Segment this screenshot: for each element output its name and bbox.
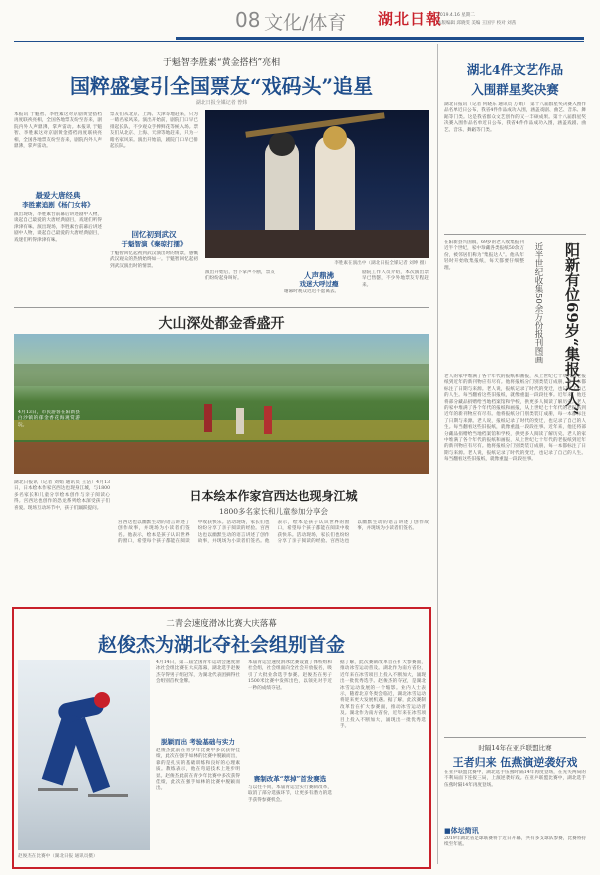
sports-subhead-1: 脱颖而出 考验基础与实力 (161, 738, 235, 746)
picture-book-left-col: 湖北日报讯（记者 刘娟 通讯员 王洁）4月13日，日本绘本作家宫西达也现身江城，与1800多名家长和儿童分享绘本创作与亲子阅读心得。宫西达也创作的恐龙系列绘本深受孩子们喜爱。现场互动环节中，孩子们踊跃提问。 (14, 480, 110, 511)
tulip-photo-caption: 4月13日，市民游客在阳新县白沙镇的郁金香花海观赏游玩。 (18, 410, 80, 428)
photo-section-rule (14, 307, 429, 308)
lead-body-col1b: 演出现场，李胜素台前幕后讲述剧中人物，谈起自己最爱的大唐经典剧目，戏迷们听得津津有味。演出现场，李胜素台前幕后讲述剧中人物，谈起自己最爱的大唐经典剧目，戏迷们听得津津有味。 (14, 212, 102, 243)
lead-body-col2b: 于魁智回忆起初到武汉演出时的情景，感慨武汉观众的热情始终如一。于魁智回忆起初到武汉演出时的情景。 (110, 251, 198, 269)
lead-body-col2: 票友们从北京、上海、天津等地赶来，只为一睹名家风采。演出开始前，剧院门口早已排起长队，不少观众手捧鲜花等候入场。票友们从北京、上海、天津等地赶来，只为一睹名家风采。演出开始前，剧院门口早已排起长队。 (110, 112, 198, 150)
skater-photo-caption: 赵俊杰在比赛中（湖北日报 通讯员摄） (18, 854, 98, 859)
editor-credits: 本版编辑 邱晓雯 美编 王国宇 校对 刘茜 (437, 21, 517, 26)
sports-subhead-2: 赛制改革“萃掉”首发赛选 (253, 775, 327, 783)
masthead-rule (176, 37, 584, 40)
lead-byline: 湖北日报全媒记者 曾炜 (195, 100, 248, 106)
lead-subhead-3: 人声鼎沸 (304, 271, 334, 280)
sports-kicker: 二青会速度滑冰比赛大庆落幕 (166, 619, 277, 629)
lead-body-col4: 谢幕时观众迟迟不愿离去。 (284, 289, 340, 294)
right-bottom-body: 在亚乒联盟比赛中，湖北选手伍燕时隔14年再度登场，在先失两局的不利局面下连扳三局，上演逆袭好戏。在亚乒联盟比赛中，湖北选手伍燕时隔14年再度登场。 (444, 770, 586, 788)
picture-book-body: 宫西达也以幽默生动的语言讲述了创作故事，并现场为小读者们签名。他表示，绘本是孩子认识世界的窗口，希望每个孩子都能在阅读中收获快乐。活动现场，家长们也纷纷分享了亲子阅读的经验。宫西达也以幽默生动的语言讲述了创作故事，并现场为小读者们签名。他表示，绘本是孩子认识世界的窗口，希望每个孩子都能在阅读中收获快乐。活动现场，家长们也纷纷分享了亲子阅读的经验。宫西达也以幽默生动的语言讲述了创作故事，并现场为小读者们签名。 (118, 520, 429, 545)
right-top-headline: 湖北4件文艺作品 (466, 62, 564, 77)
lead-subhead-1b: 李胜素追剧《杨门女将》 (22, 201, 94, 209)
lead-body-col3: 演出开始后，台下掌声不断，票友们纷纷起身叫好。 (205, 270, 275, 282)
photo-section-headline: 大山深处都金香盛开 (158, 316, 285, 332)
paper-logo: 湖北日報 (378, 10, 443, 28)
sports-brief-body: 2019年湖北省足球联赛将于近日开幕，共有多支球队参赛，比赛将持续至年底。 (444, 836, 586, 848)
picture-book-subhead: 1800多名家长和儿童参加分享会 (218, 507, 329, 516)
sports-brief-heading: ■体坛简讯 (444, 826, 479, 835)
right-mid-rule (444, 737, 586, 738)
issue-date: 2019.4.16 星期二 (437, 13, 475, 18)
sports-body-col1b: 赵俊杰此前在青少年比赛中多次获得佳绩，此次在强手如林的比赛中脱颖而出，靠的是扎实的基础训练和良好的心理素质。教练表示，他在弯道技术上进步明显。赵俊杰此前在青少年比赛中多次获得佳绩，此次在强手如林的比赛中脱颖而出。 (156, 748, 240, 792)
right-top-body: 湖北日报讯（记者 何晓东 通讯员 万娟） 第十八届群星奖决赛入围作品名单近日公布，我省4件作品成功入围，涵盖戏剧、曲艺、音乐、舞蹈等门类。这是我省群众文艺创作的又一丰硕成果。第十八届群星奖决赛入围作品名单近日公布，我省4件作品成功入围，涵盖戏剧、曲艺、音乐、舞蹈等门类。 (444, 102, 586, 133)
masthead-thin-rule (14, 41, 584, 42)
column-divider (437, 44, 438, 864)
section-title: 文化/体育 (264, 12, 347, 34)
right-feature-body-1: 在阳新县兴国镇，69岁的老人收集报刊近半个世纪，家中珍藏各类报纸50余万份，被邻居们称为“集报达人”。他从年轻时开始收集报纸，每天都要仔细整理。 (444, 240, 524, 271)
lead-kicker: 于魁智李胜素“黄金搭档”亮相 (162, 58, 281, 68)
right-top-rule (444, 234, 586, 235)
lead-subhead-3b: 戏迷大呼过瘾 (299, 280, 339, 288)
page-number: 08 (235, 8, 261, 32)
right-bottom-headline: 王者归来 伍燕演逆袭好戏 (452, 756, 578, 769)
skater-photo (18, 660, 150, 850)
lead-photo (205, 110, 429, 258)
sports-body-col2b: 与以往不同，本届青运会实行赛制改革，取消了部分选拔环节，让更多有潜力的选手获得参赛机会。 (248, 785, 332, 803)
right-feature-body-2: 老人的家中堆满了各个年代的报纸和画报，从上世纪七十年代的老报纸到近年的新刊物应有尽有。他将报纸分门别类装订成册，每一本都标注了日期与来源。老人说，报纸记录了时代的变迁，也记录了自己的人生。每当翻看这些旧报纸，就像重温一段段往事。近年来，他还将部分藏品捐赠给当地档案馆和学校，供更多人阅读了解历史。老人的家中堆满了各个年代的报纸和画报，从上世纪七十年代的老报纸到近年的新刊物应有尽有。他将报纸分门别类装订成册，每一本都标注了日期与来源。老人说，报纸记录了时代的变迁，也记录了自己的人生。每当翻看这些旧报纸，就像重温一段段往事。近年来，他还将部分藏品捐赠给当地档案馆和学校，供更多人阅读了解历史。老人的家中堆满了各个年代的报纸和画报，从上世纪七十年代的老报纸到近年的新刊物应有尽有。他将报纸分门别类装订成册，每一本都标注了日期与来源。老人说，报纸记录了时代的变迁，也记录了自己的人生。每当翻看这些旧报纸，就像重温一段段往事。 (444, 374, 586, 463)
lead-subhead-1: 最爱大唐经典 (35, 191, 81, 200)
right-feature-headline: 阳新有位69岁“集报达人” (563, 242, 581, 416)
lead-subhead-2b: 于魁智演《秦琼打擂》 (121, 240, 187, 248)
masthead (0, 0, 600, 42)
lead-body-col1: 本报讯 于魁智、李胜素这对京剧黄金搭档再度联袂亮相，全国各地票友纷至沓来，剧院内外人声鼎沸，掌声雷动。本报讯 于魁智、李胜素这对京剧黄金搭档再度联袂亮相，全国各地票友纷至沓来，剧院内外人声鼎沸，掌声雷动。 (14, 112, 102, 150)
lead-photo-caption: 李胜素在演出中（湖北日报全媒记者 刘坤 摄） (334, 261, 429, 266)
right-top-byline: 湖北日报讯（记者 何晓东 通讯员 万娟） (444, 102, 526, 107)
picture-book-headline: 日本绘本作家宫西达也现身江城 (189, 489, 358, 503)
sports-body-col3: 据了解，此次赛制改革旨在扩大参赛面，推动冰雪运动普及。湖北作为南方省份，近年来在冰雪项目上投入不断加大，涌现出一批优秀选手。赵俊杰的夺冠，是湖北冰雪运动发展的一个缩影。业内人士表示，随着北京冬奥会临近，湖北冰雪运动将迎来更大发展机遇。据了解，此次赛制改革旨在扩大参赛面，推动冰雪运动普及。湖北作为南方省份，近年来在冰雪项目上投入不断加大，涌现出一批优秀选手。 (340, 660, 426, 730)
right-top-headline-2: 入围群星奖决赛 (471, 82, 559, 97)
lead-headline: 国粹盛宴引全国票友“戏码头”追星 (69, 74, 373, 98)
sports-body-col2: 本届青运会速度滑冰比赛设置了体校组和社会组，社会组面向全社会开放报名，吸引了大批业余选手参赛。赵俊杰在男子1500米比赛中发挥出色，以领先对手近一秒的成绩夺冠。 (248, 660, 332, 691)
sports-body-col1: 4月14日，第二届全国青年运动会速度滑冰社会组比赛在大庆落幕，湖北选手赵俊杰夺得男子组冠军，为湖北代表团摘得社会组别首枚金牌。 (156, 660, 240, 685)
right-feature-subhead: 近半世纪收集50余万份报刊图画 (533, 242, 543, 364)
right-bottom-kicker: 时隔14年在亚乒联盟比赛 (478, 744, 552, 752)
sports-headline: 赵俊杰为湖北夺社会组别首金 (97, 634, 345, 656)
lead-body-col5: 剧院工作人员介绍，本次演出票早已售罄，不少外地票友专程赶来。 (362, 270, 429, 288)
lead-subhead-2: 回忆初到武汉 (131, 230, 177, 239)
